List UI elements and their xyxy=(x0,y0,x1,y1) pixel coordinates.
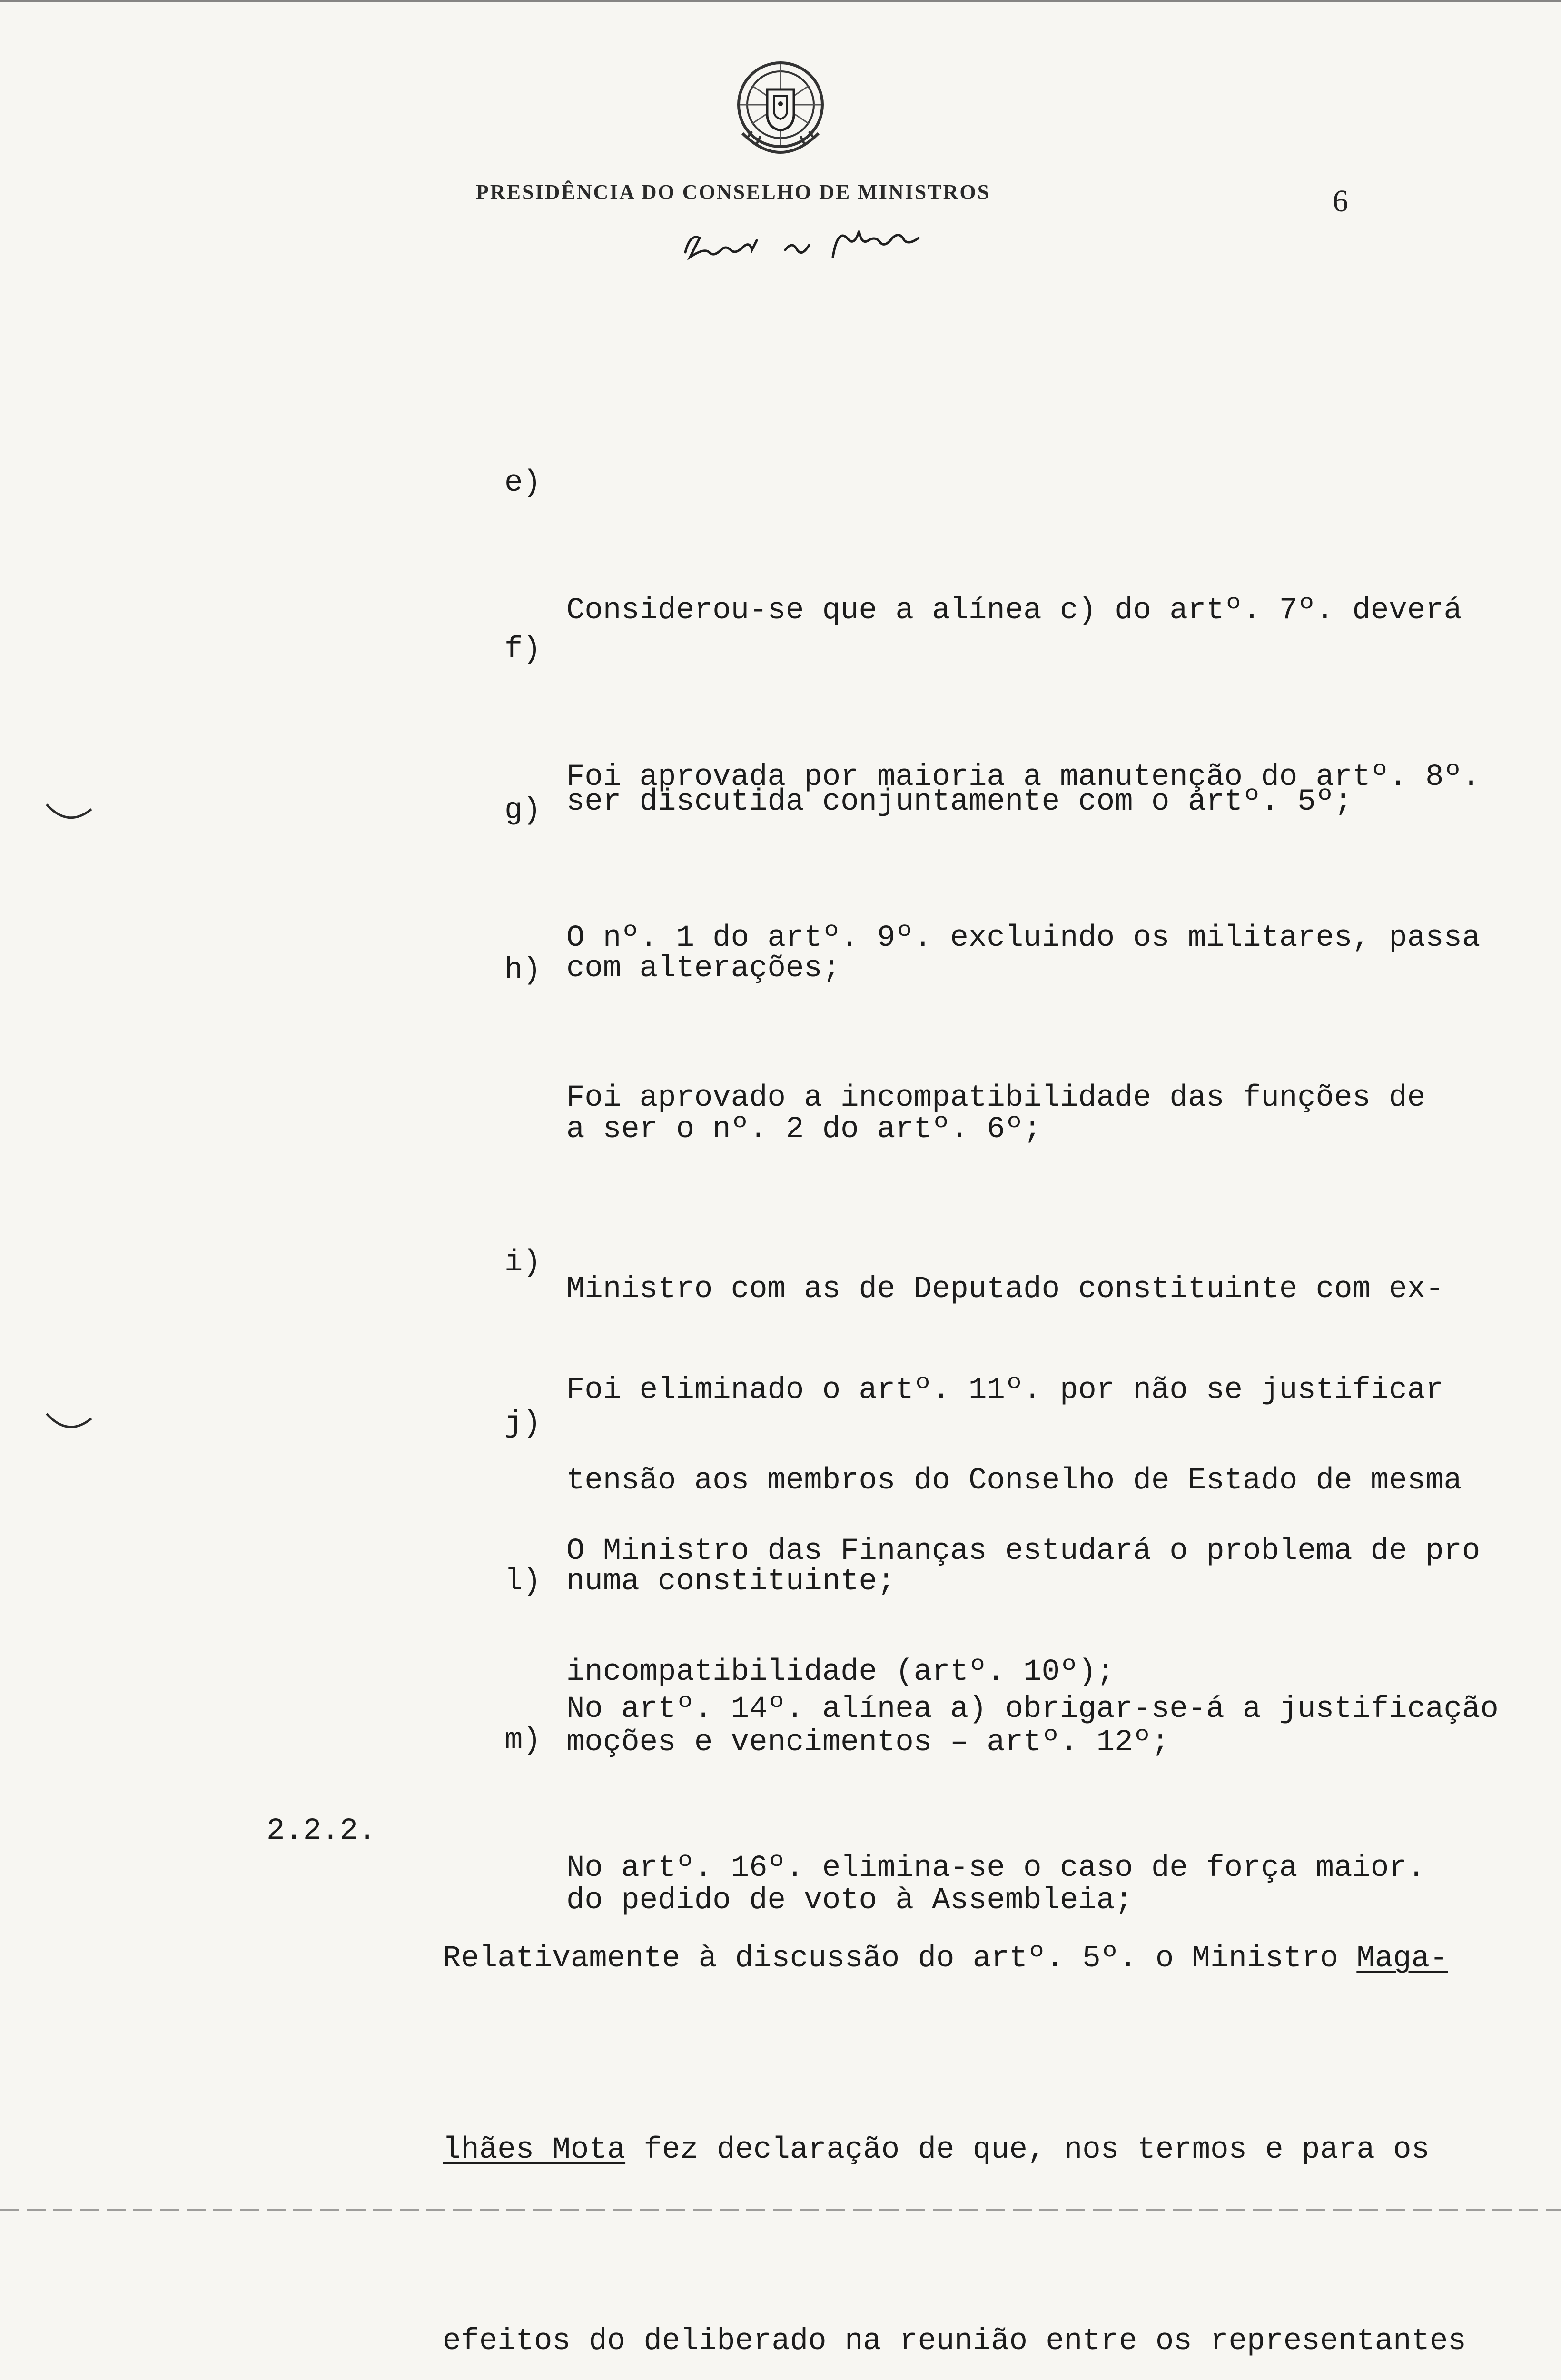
minister-name-underlined: Maga- xyxy=(1356,1942,1448,1976)
item-line: com alterações; xyxy=(566,952,841,986)
item-line: Foi aprovado a incompatibilidade das funções de xyxy=(566,1081,1426,1115)
item-letter: h) xyxy=(504,953,541,988)
section-text: fez declaração de que, nos termos e para os xyxy=(625,2133,1430,2167)
punch-hole-mark xyxy=(43,800,95,828)
section-line-2 xyxy=(443,2118,1466,2182)
item-letter: i) xyxy=(504,1246,541,1280)
top-edge-line xyxy=(0,0,1561,2)
item-line: numa constituinte; xyxy=(566,1565,896,1599)
item-line: Considerou-se que a alínea c) do artº. 7º. deverá xyxy=(566,594,1462,628)
item-line: moções e vencimentos – artº. 12º; xyxy=(566,1726,1170,1760)
item-line: ser discutida conjuntamente com o artº. 5º; xyxy=(566,785,1353,819)
item-line: O nº. 1 do artº. 9º. excluindo os militares, passa xyxy=(566,921,1481,955)
minister-name-underlined: lhães Mota xyxy=(443,2133,626,2167)
page-number: 6 xyxy=(1333,184,1348,218)
coat-of-arms-emblem xyxy=(723,52,838,167)
item-line: O Ministro das Finanças estudará o problema de pro xyxy=(566,1534,1481,1568)
item-line: No artº. 16º. elimina-se o caso de força maior. xyxy=(566,1851,1426,1885)
punch-hole-mark xyxy=(43,1409,95,1438)
item-letter: g) xyxy=(504,793,541,828)
institution-heading: PRESIDÊNCIA DO CONSELHO DE MINISTROS xyxy=(476,180,991,204)
section-line-3: efeitos do deliberado na reunião entre os representantes xyxy=(443,2324,1466,2359)
item-line: Foi eliminado o artº. 11º. por não se justificar xyxy=(566,1373,1444,1408)
section-text: Relativamente à discussão do artº. 5º. o Ministro xyxy=(443,1942,1357,1976)
item-letter: m) xyxy=(504,1724,541,1758)
item-line: incompatibilidade (artº. 10º); xyxy=(566,1655,1115,1689)
item-letter: f) xyxy=(504,633,541,667)
item-line: Foi aprovada por maioria a manutenção do artº. 8º. xyxy=(566,760,1481,794)
item-line: a ser o nº. 2 do artº. 6º; xyxy=(566,1112,1042,1147)
section-number: 2.2.2. xyxy=(267,1814,376,1848)
cabinet-subtitle-script xyxy=(676,224,961,267)
item-line: Ministro com as de Deputado constituinte com ex- xyxy=(566,1272,1444,1307)
item-letter: l) xyxy=(504,1565,541,1599)
item-letter: j) xyxy=(504,1407,541,1441)
section-line-1 xyxy=(443,1927,1466,1991)
item-letter: e) xyxy=(504,466,541,500)
item-line: No artº. 14º. alínea a) obrigar-se-á a justificação xyxy=(566,1692,1499,1726)
item-line: tensão aos membros do Conselho de Estado de mesma xyxy=(566,1464,1462,1498)
item-line: do pedido de voto à Assembleia; xyxy=(566,1884,1133,1918)
bottom-edge-line xyxy=(0,2209,1561,2211)
